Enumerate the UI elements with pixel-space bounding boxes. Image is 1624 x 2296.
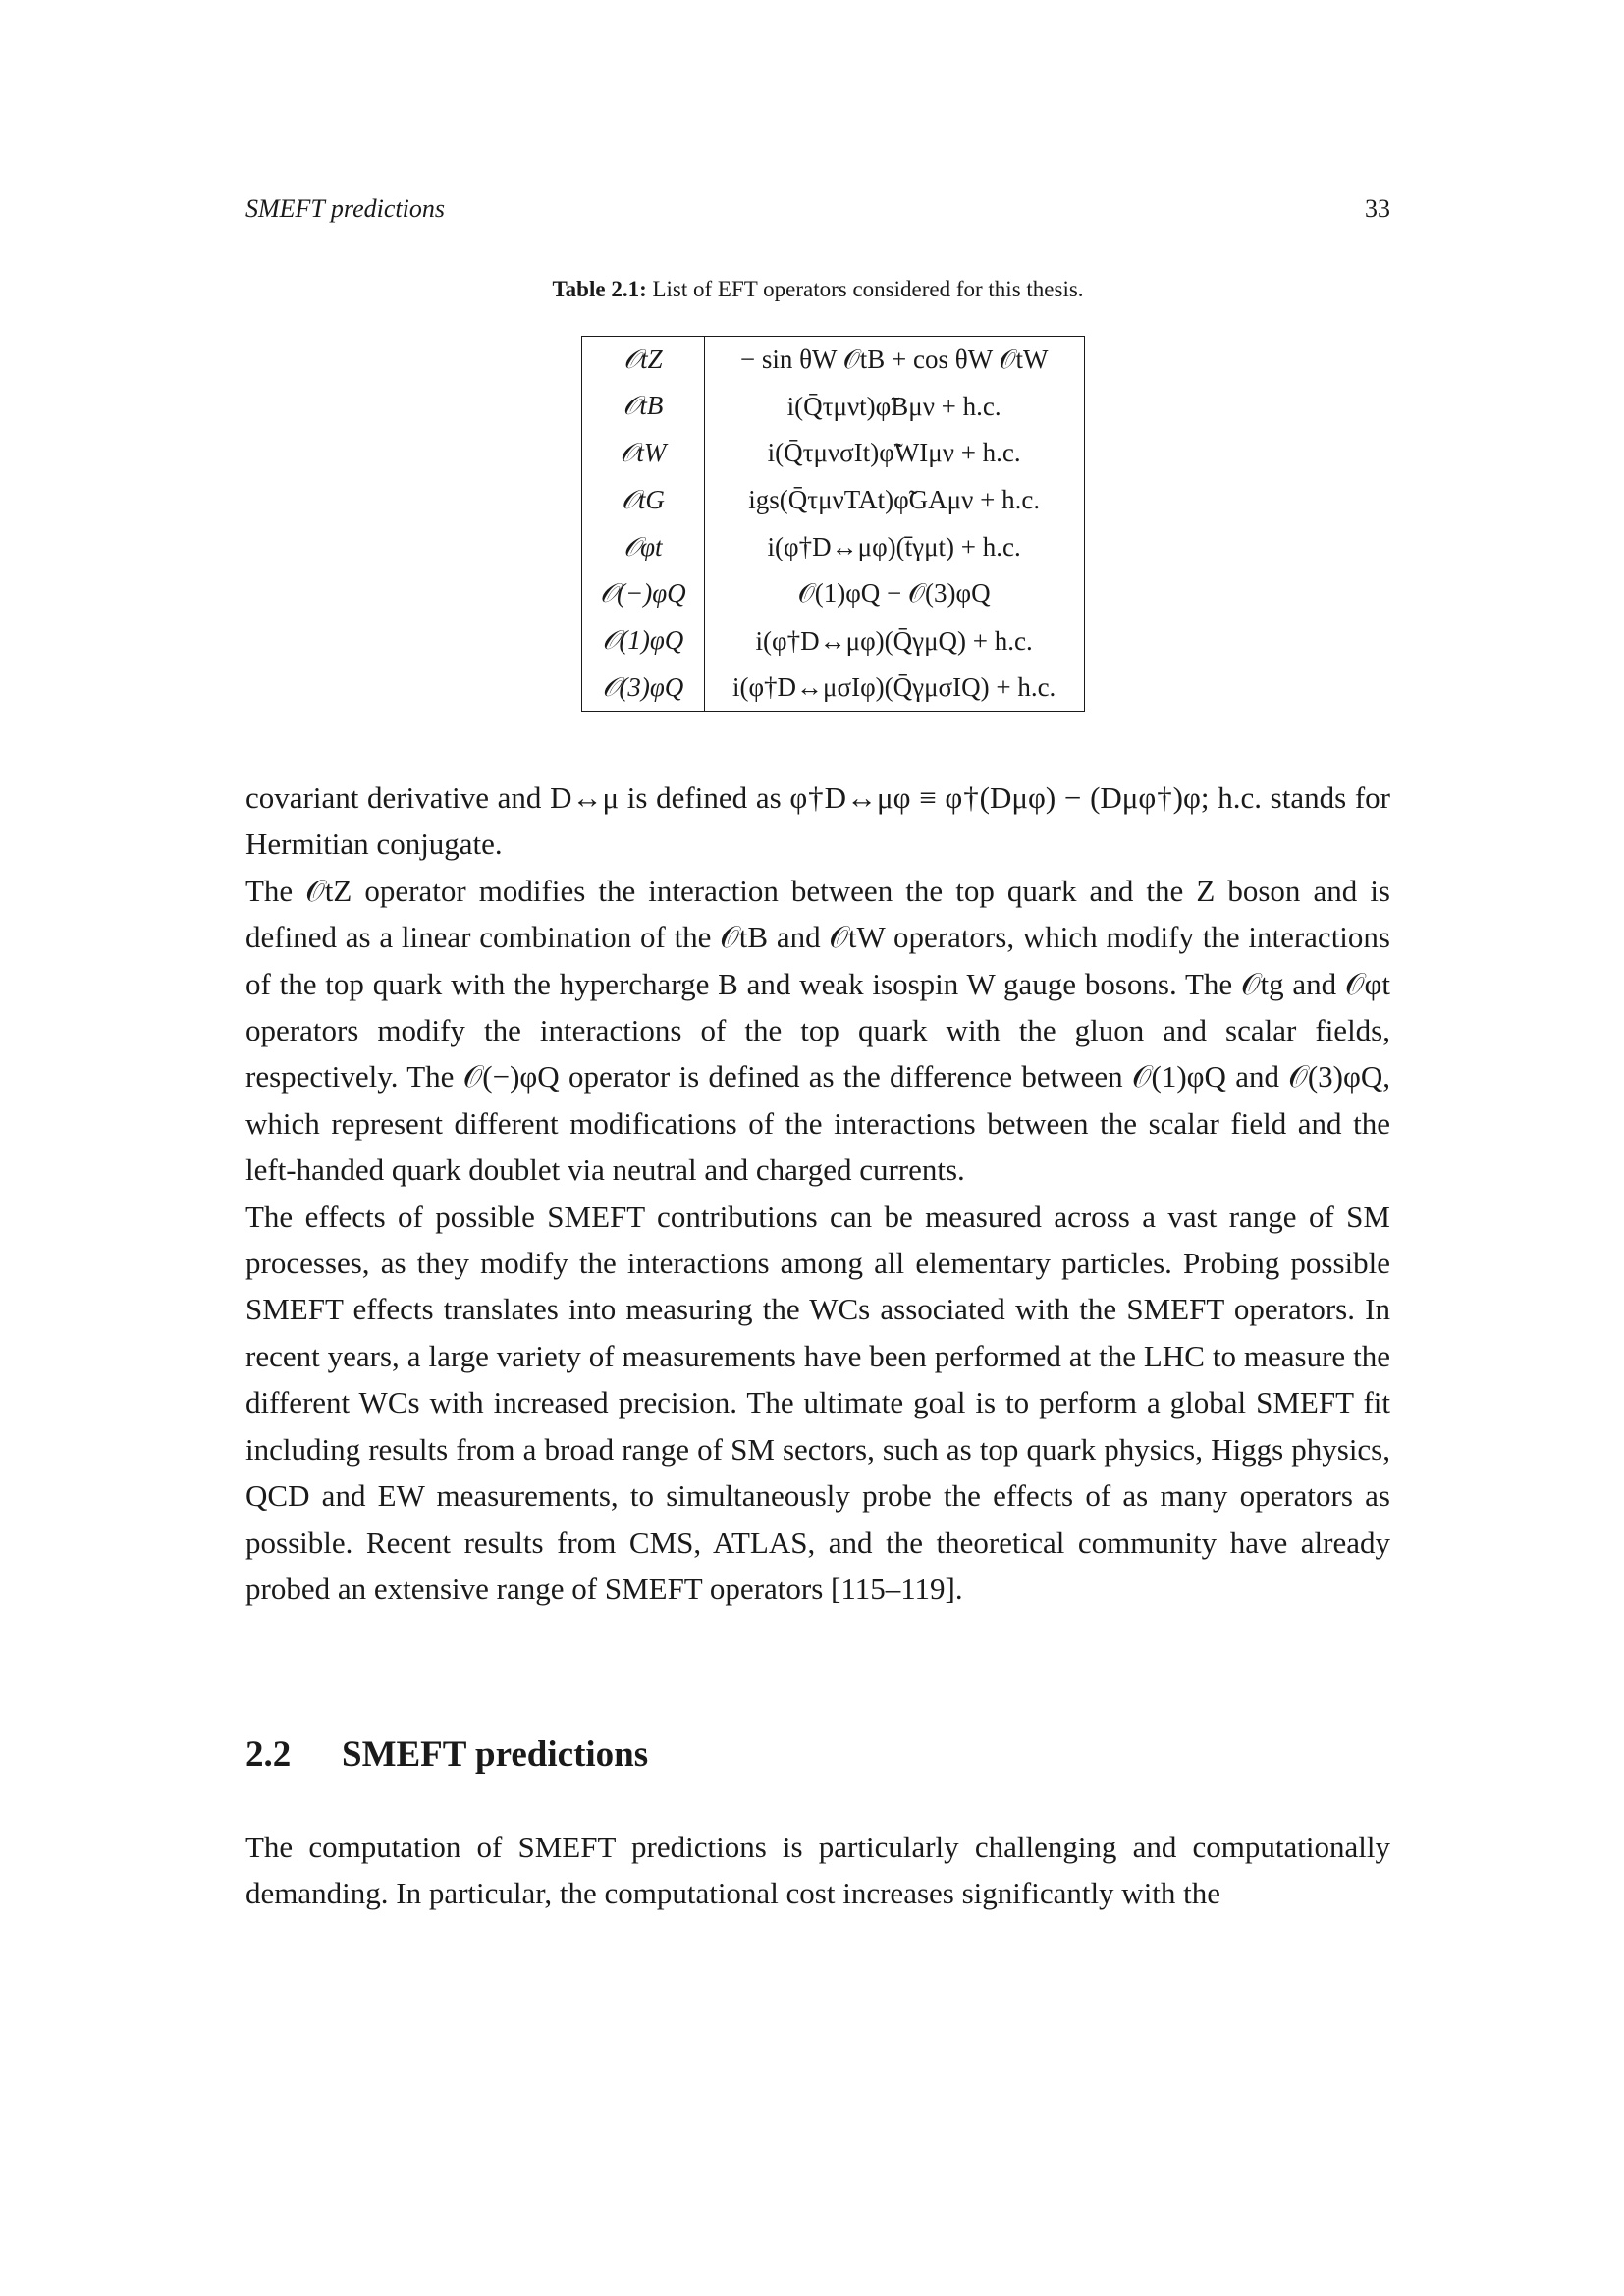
operator-definition: igs(Q̄τμνTAt)φ̃GAμν + h.c. [704, 477, 1084, 524]
operator-name: 𝒪φt [582, 524, 705, 571]
table-row [582, 430, 1085, 477]
operator-definition: i(φ†D↔μφ)(t̄γμt) + h.c. [704, 524, 1084, 571]
paragraph-smeft-effects: The effects of possible SMEFT contributions can be measured across a vast range of SM processes, as they modify the interactions among all elementary particles. Probing possible SMEFT effects translates into measuring the WCs associated with the SMEFT operators. In recent years, a large variety of measurements have been performed at the LHC to measure the different WCs with increased precision. The ultimate goal is to perform a global SMEFT fit including results from a broad range of SM sectors, such as top quark physics, Higgs physics, QCD and EW measurements, to simultaneously probe the effects of as many operators as possible. Recent results from CMS, ATLAS, and the theoretical community have already probed an extensive range of SMEFT operators [115–119]. [245, 1199, 1390, 1606]
operator-definition: i(Q̄τμνσIt)φ̃WIμν + h.c. [704, 430, 1084, 477]
running-title: SMEFT predictions [245, 194, 445, 223]
operator-name: 𝒪tG [582, 477, 705, 524]
operator-definition: i(φ†D↔μσIφ)(Q̄γμσIQ) + h.c. [704, 665, 1084, 712]
table-row [582, 383, 1085, 430]
operator-name: 𝒪(1)φQ [582, 617, 705, 665]
table-caption-label: Table 2.1: [552, 277, 647, 301]
operator-definition: 𝒪(1)φQ − 𝒪(3)φQ [704, 570, 1084, 617]
table-row [582, 665, 1085, 712]
operator-definition: − sin θW 𝒪tB + cos θW 𝒪tW [704, 337, 1084, 384]
table-row [582, 617, 1085, 665]
operator-name: 𝒪tB [582, 383, 705, 430]
operator-name: 𝒪tW [582, 430, 705, 477]
operator-definition: i(Q̄τμνt)φ̃Bμν + h.c. [704, 383, 1084, 430]
section-heading [245, 1734, 1390, 1776]
paragraph-derivative: covariant derivative and D↔μ is defined as φ†D↔μφ ≡ φ†(Dμφ) − (Dμφ†)φ; h.c. stands for Hermitian conjugate. [245, 780, 1390, 862]
operator-name: 𝒪(3)φQ [582, 665, 705, 712]
table-row [582, 524, 1085, 571]
table-caption-text: List of EFT operators considered for this thesis. [652, 277, 1084, 301]
section-number: 2.2 [245, 1735, 292, 1775]
operator-definition: i(φ†D↔μφ)(Q̄γμQ) + h.c. [704, 617, 1084, 665]
operator-name: 𝒪tZ [582, 337, 705, 384]
operator-table [581, 336, 1085, 712]
running-header [245, 194, 1390, 230]
section-title: SMEFT predictions [342, 1735, 649, 1775]
table-row [582, 570, 1085, 617]
paragraph-predictions: The computation of SMEFT predictions is particularly challenging and computationally demanding. In particular, the computational cost increases significantly with the [245, 1830, 1390, 1911]
table-row [582, 477, 1085, 524]
section-body [245, 1824, 1390, 1917]
body-text [245, 774, 1390, 1612]
page-number: 33 [1365, 194, 1390, 223]
table-row [582, 337, 1085, 384]
paragraph-operators: The 𝒪tZ operator modifies the interaction between the top quark and the Z boson and is defined as a linear combination of the 𝒪tB and 𝒪tW operators, which modify the interactions of the top quark with the hypercharge B and weak isospin W gauge bosons. The 𝒪tg and 𝒪φt operators modify the interactions of the top quark with the gluon and scalar fields, respectively. The 𝒪(−)φQ operator is defined as the difference between 𝒪(1)φQ and 𝒪(3)φQ, which represent different modifications of the interactions between the scalar field and the left-handed quark doublet via neutral and charged currents. [245, 873, 1390, 1188]
operator-name: 𝒪(−)φQ [582, 570, 705, 617]
table-caption [245, 277, 1390, 302]
